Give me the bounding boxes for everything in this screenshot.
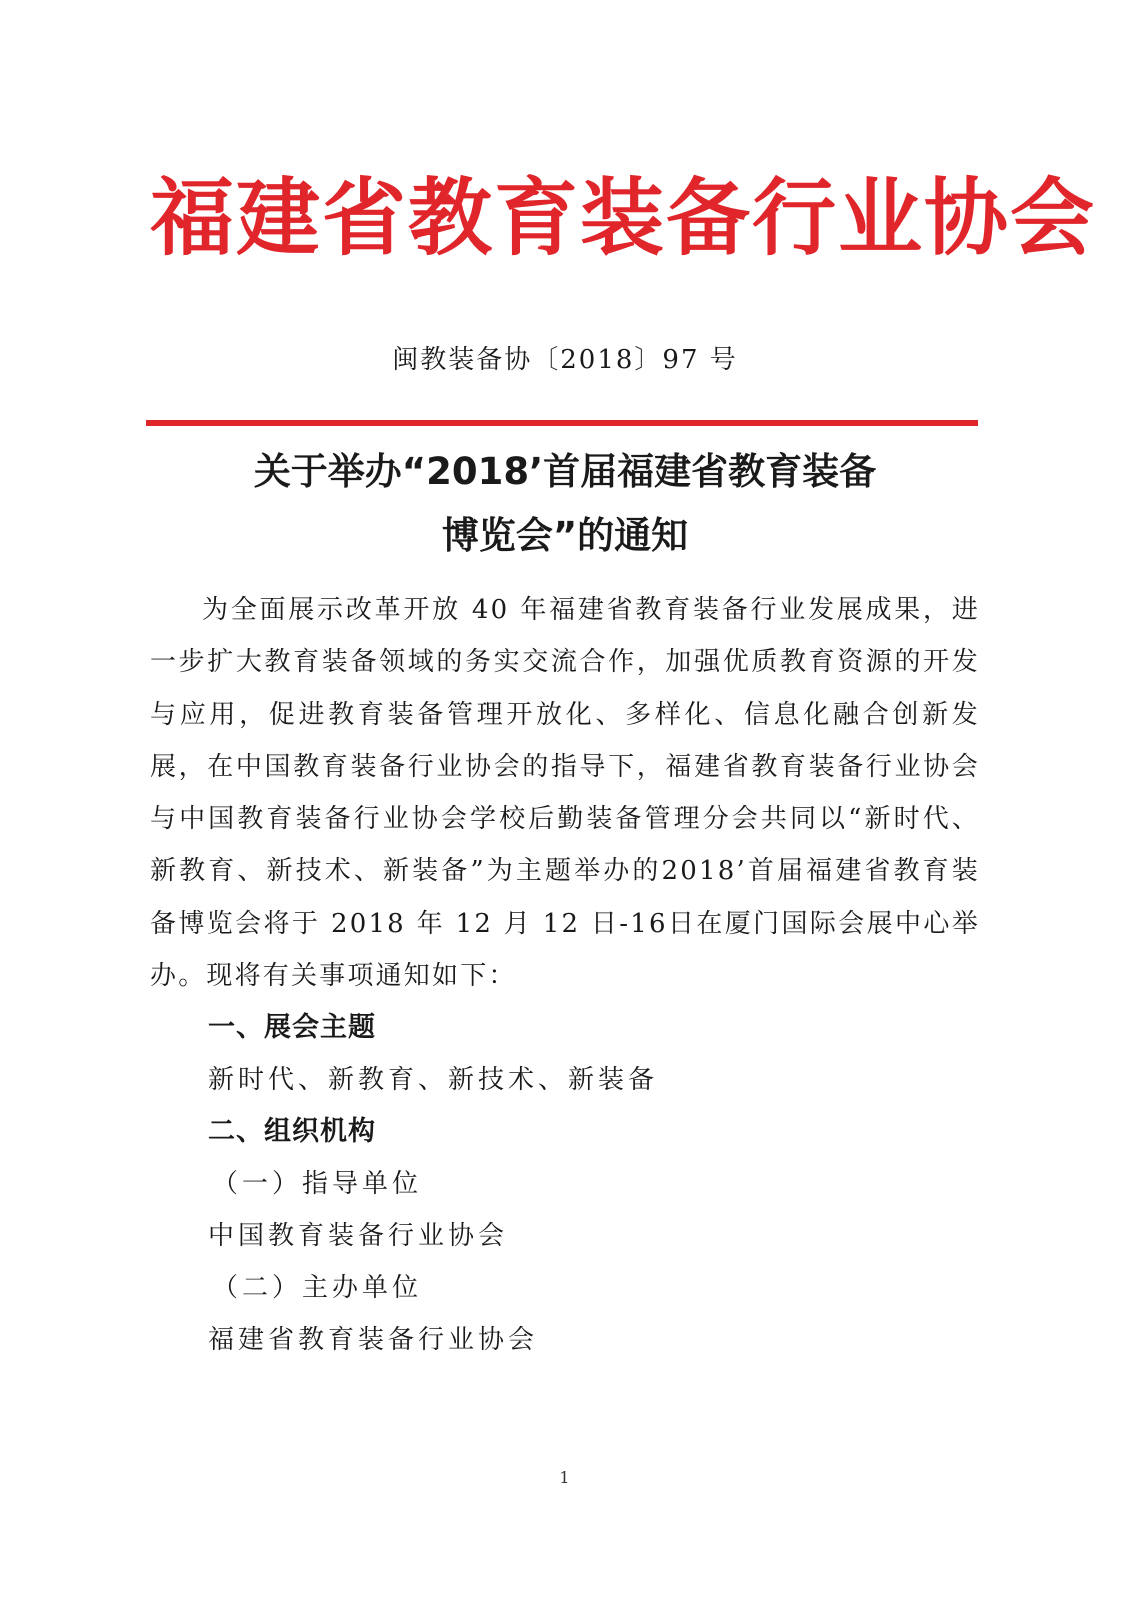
section-1-heading: 一、展会主题 xyxy=(208,1012,376,1044)
title-line-2: 博览会”的通知 xyxy=(441,514,689,557)
document-number: 闽教装备协〔2018〕97 号 xyxy=(392,345,738,375)
red-divider xyxy=(146,420,978,426)
section-1-text: 新时代、新教育、新技术、新装备 xyxy=(208,1065,659,1096)
title-line-1: 关于举办“2018’首届福建省教育装备 xyxy=(253,450,877,493)
document-body xyxy=(150,584,980,1366)
subsection-1-heading: （一）指导单位 xyxy=(212,1169,423,1200)
org-letterhead: 福建省教育装备行业协会 xyxy=(150,169,1097,267)
intro-paragraph: 为全面展示改革开放 40 年福建省教育装备行业发展成果，进一步扩大教育装备领域的务实交流合作，加强优质教育资源的开发与应用，促进教育装备管理开放化、多样化、信息化融合创新发展，在中国教育装备行业协会的指导下，福建省教育装备行业协会与中国教育装备行业协会学校后勤装备管理分会共同以“新时代、新教育、新技术、新装备”为主题举办的2018’首届福建省教育装备博览会将于 2018 年 12 月 12 日-16日在厦门国际会展中心举办。现将有关事项通知如下： xyxy=(150,595,980,992)
document-title xyxy=(150,440,980,568)
subsection-1-text: 中国教育装备行业协会 xyxy=(208,1221,509,1252)
subsection-2-text: 福建省教育装备行业协会 xyxy=(208,1325,539,1356)
section-2-heading: 二、组织机构 xyxy=(208,1116,376,1148)
page-number: 1 xyxy=(559,1468,570,1487)
subsection-2-heading: （二）主办单位 xyxy=(212,1273,423,1304)
